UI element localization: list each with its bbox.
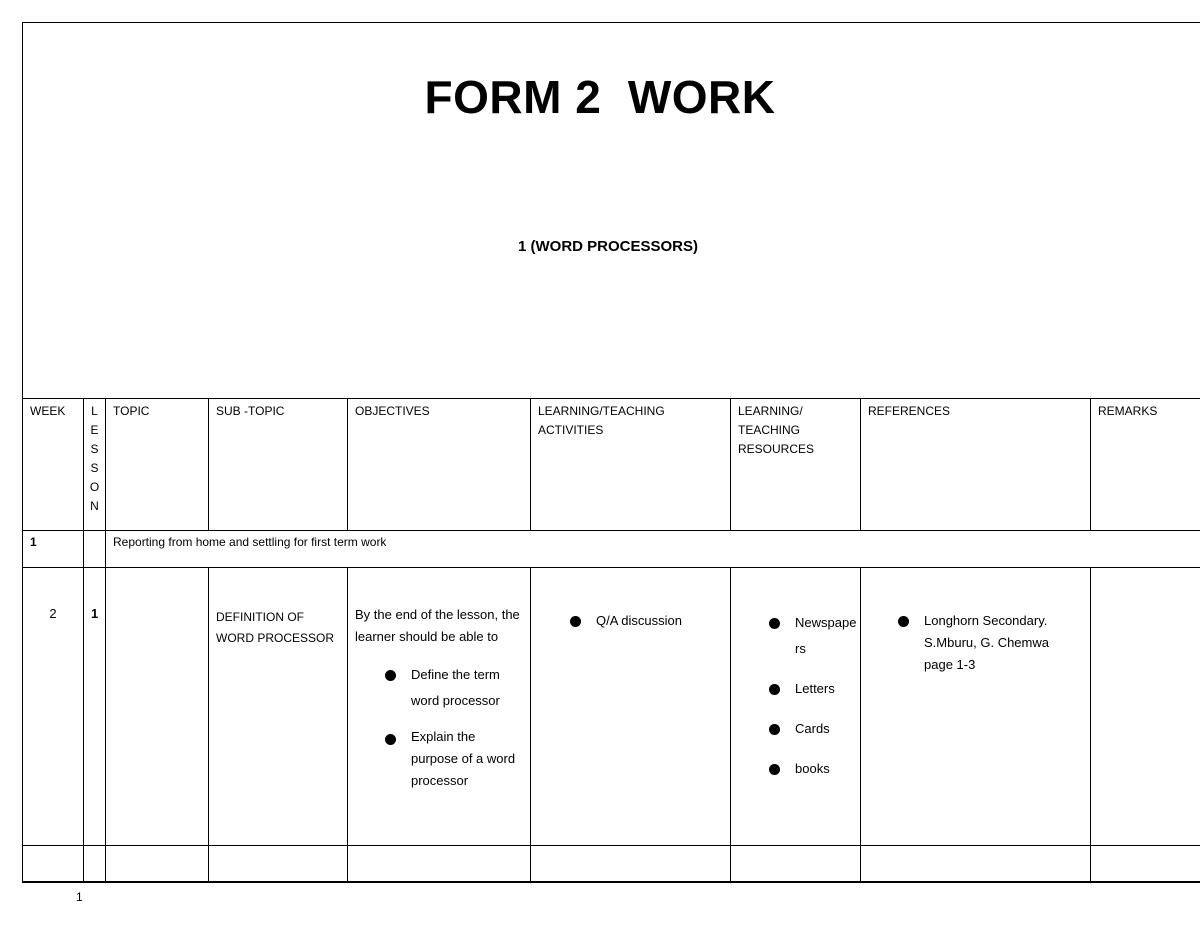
references-list [896, 610, 1083, 676]
resources-list [767, 610, 857, 782]
remarks-cell [1091, 568, 1200, 846]
header-lesson [84, 399, 106, 531]
table-row [23, 568, 1200, 846]
header-lesson-letter: O [89, 480, 100, 494]
empty-cell [209, 846, 348, 883]
header-sub-topic: SUB -TOPIC [209, 399, 348, 531]
header-lesson-letter: N [90, 499, 99, 513]
page-number: 1 [76, 890, 83, 904]
resource-item: Cards [767, 716, 853, 742]
resource-item: Letters [767, 676, 853, 702]
scheme-of-work-table [22, 398, 1200, 883]
header-objectives: OBJECTIVES [348, 399, 531, 531]
resource-item: books [767, 756, 853, 782]
objectives-intro: By the end of the lesson, the learner should be able to [355, 607, 520, 644]
header-lesson-letter: S [90, 461, 99, 475]
week-cell: 1 [23, 531, 84, 568]
table-row [23, 531, 1200, 568]
empty-table-row [23, 846, 1200, 883]
header-lesson-letter: L [91, 404, 98, 418]
lesson-cell: 1 [84, 568, 106, 846]
empty-cell [23, 846, 84, 883]
empty-cell [531, 846, 731, 883]
sub-topic-cell [209, 568, 348, 846]
table-header-row [23, 399, 1200, 531]
objective-item: Explain the purpose of a word processor [383, 726, 523, 792]
topic-cell [106, 568, 209, 846]
header-resources: LEARNING/ TEACHING RESOURCES [731, 399, 861, 531]
week-cell: 2 [23, 568, 84, 846]
resources-cell [731, 568, 861, 846]
header-lesson-letter: E [90, 423, 99, 437]
resource-item: Newspapers [767, 610, 857, 662]
header-week: WEEK [23, 399, 84, 531]
objectives-cell [348, 568, 531, 846]
document-subtitle: 1 (WORD PROCESSORS) [517, 238, 698, 255]
empty-cell [348, 846, 531, 883]
empty-cell [731, 846, 861, 883]
header-references: REFERENCES [861, 399, 1091, 531]
empty-cell [861, 846, 1091, 883]
empty-cell [1091, 846, 1200, 883]
header-topic: TOPIC [106, 399, 209, 531]
empty-cell [106, 846, 209, 883]
activities-cell [531, 568, 731, 846]
sub-topic-text: DEFINITION OF WORD PROCESSOR [216, 610, 335, 645]
activity-item: Q/A discussion [568, 610, 723, 632]
header-activities: LEARNING/TEACHING ACTIVITIES [531, 399, 731, 531]
objective-item: Define the term word processor [383, 662, 523, 714]
header-lesson-letter: S [90, 442, 99, 456]
header-remarks: REMARKS [1091, 399, 1200, 531]
reference-item: Longhorn Secondary. S.Mburu, G. Chemwa page 1-3 [896, 610, 1074, 676]
empty-cell [84, 846, 106, 883]
activities-list [568, 610, 723, 632]
references-cell [861, 568, 1091, 846]
lesson-cell [84, 531, 106, 568]
week-note: Reporting from home and settling for first term work [106, 531, 1200, 568]
document-title: FORM 2 WORK [424, 71, 776, 123]
objectives-list [383, 662, 523, 792]
